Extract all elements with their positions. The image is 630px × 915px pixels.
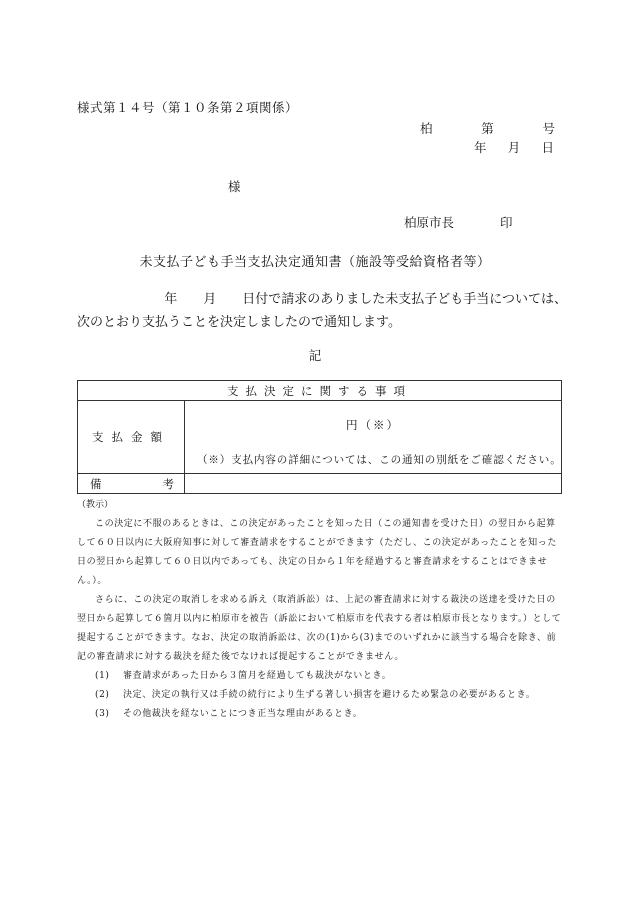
instructions-heading: （教示） bbox=[77, 500, 114, 510]
decision-table bbox=[77, 380, 562, 494]
seal-mark: 印 bbox=[500, 215, 513, 230]
amount-unit: 円（※） bbox=[346, 418, 400, 432]
amount-cell bbox=[185, 401, 562, 474]
item-number: (1) bbox=[95, 671, 110, 681]
date-month: 月 bbox=[507, 140, 521, 155]
notice-body bbox=[77, 288, 567, 334]
item-text: その他裁決を経ないことにつき正当な理由があるとき。 bbox=[123, 709, 363, 719]
amount-label: 支払金額 bbox=[78, 401, 185, 474]
item-number: (2) bbox=[95, 690, 110, 700]
item-text: 決定、決定の執行又は手続の続行により生ずる著しい損害を避けるため緊急の必要があるとき。 bbox=[123, 690, 536, 700]
date-day: 日 bbox=[541, 140, 554, 155]
date-year: 年 bbox=[474, 140, 487, 155]
addressee: 様 bbox=[228, 179, 241, 194]
sender-name: 柏原市長 bbox=[404, 215, 455, 230]
notice-body-line-1: 年 月 日付で請求のありました未支払子ども手当については、 bbox=[164, 292, 567, 307]
sender bbox=[404, 213, 513, 231]
instructions bbox=[77, 496, 563, 724]
document-number-line bbox=[420, 119, 555, 137]
form-number: 様式第１４号（第１０条第２項関係） bbox=[77, 100, 299, 115]
decision-table-header: 支払決定に関する事項 bbox=[78, 381, 562, 401]
item-text: 審査請求があった日から３箇月を経過しても裁決がないとき。 bbox=[123, 671, 392, 681]
instructions-paragraph-2: さらに、この決定の取消しを求める訴え（取消訴訟）は、上記の審査請求に対する裁決の送達を受けた日の翌日から起算して６箇月以内に柏原市を被告（訴訟において柏原市を代表する者は柏原市長となります。）として提起することができます。なお、決定の取消訴訟は、次の(1)から(3)までのいずれかに該当する場合を除き、前記の審査請求に対する裁決を経た後でなければ提起することができません。 bbox=[77, 595, 562, 662]
item-number: (3) bbox=[95, 709, 110, 719]
remarks-value bbox=[185, 474, 562, 494]
instructions-item bbox=[77, 705, 563, 724]
doc-number-prefix: 柏 bbox=[420, 121, 433, 136]
ki-marker: 記 bbox=[308, 348, 322, 363]
document-title: 未支払子ども手当支払決定通知書（施設等受給資格者等） bbox=[139, 255, 491, 270]
remarks-label bbox=[78, 474, 185, 494]
notice-body-line-2: 次のとおり支払うことを決定しましたので通知します。 bbox=[77, 315, 401, 330]
amount-note: （※）支払内容の詳細については、この通知の別紙をご確認ください。 bbox=[197, 454, 562, 466]
remarks-label-1: 備 bbox=[90, 476, 102, 491]
instructions-item bbox=[77, 667, 563, 686]
instructions-paragraph-1: この決定に不服のあるときは、この決定があったことを知った日（この通知書を受けた日）の翌日から起算して６０日以内に大阪府知事に対して審査請求をすることができます（ただし、この決定があったことを知った日の翌日から起算して６０日以内であっても、決定の日から１年を経過すると審査請求をすることはできません。）。 bbox=[77, 519, 557, 586]
remarks-label-2: 考 bbox=[162, 476, 174, 491]
doc-number-mid: 第 bbox=[481, 121, 494, 136]
doc-number-suffix: 号 bbox=[542, 121, 555, 136]
instructions-item bbox=[77, 686, 563, 705]
date-line bbox=[474, 138, 554, 156]
